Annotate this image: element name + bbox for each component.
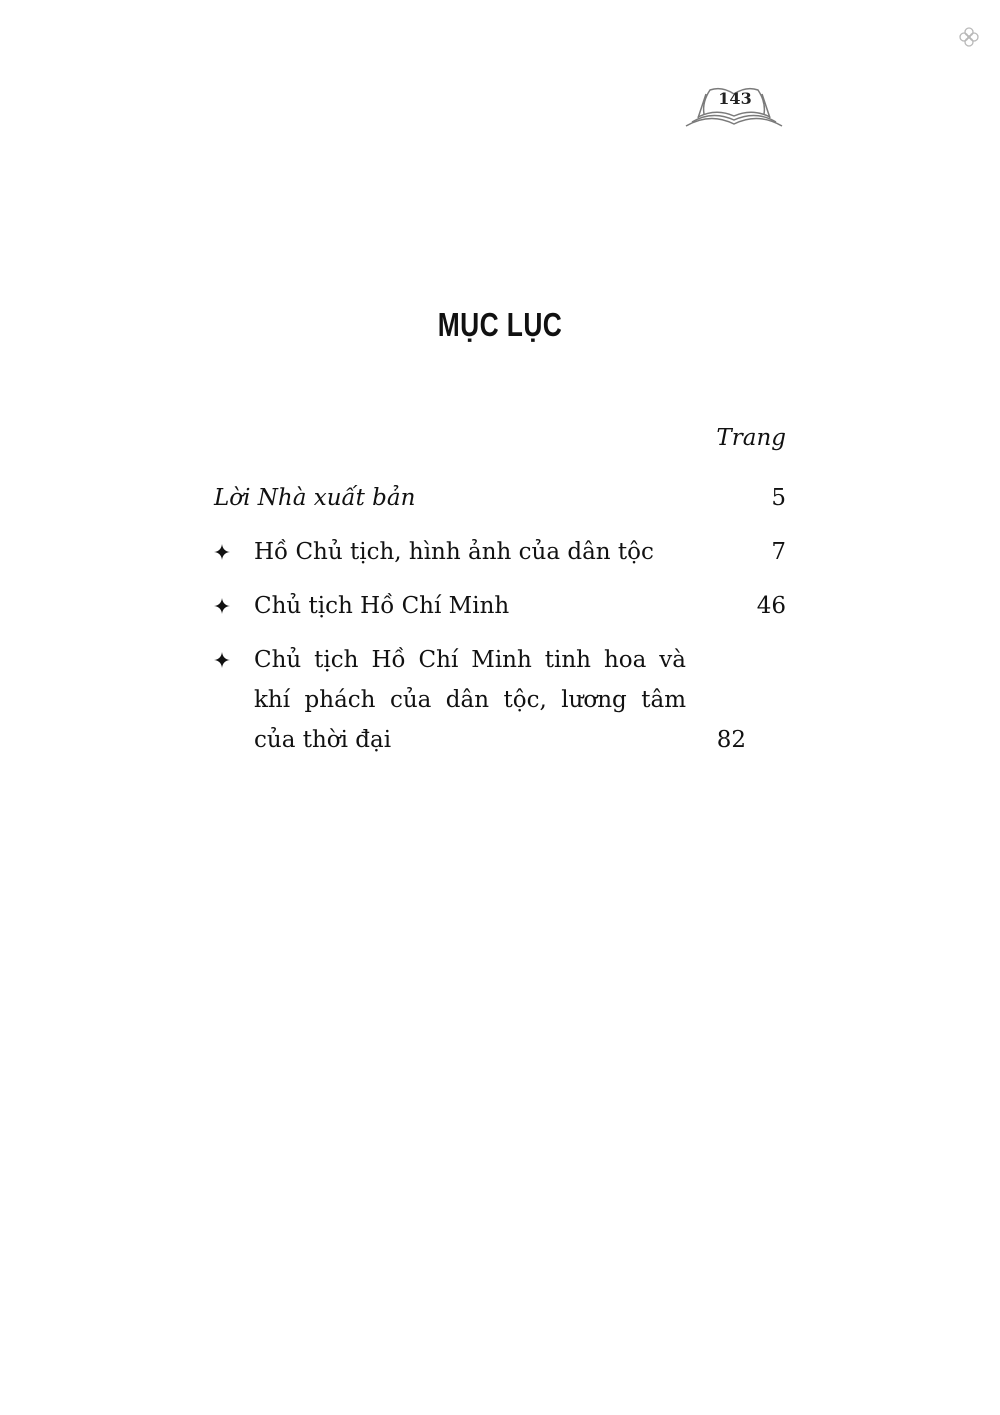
toc-entry-title: Lời Nhà xuất bản bbox=[214, 485, 416, 511]
four-point-star-icon bbox=[214, 598, 230, 614]
four-point-star-icon bbox=[214, 652, 230, 668]
toc-entry-preface[interactable] bbox=[214, 478, 786, 532]
toc-entry-page: 7 bbox=[771, 539, 786, 565]
toc-entry[interactable] bbox=[214, 586, 786, 640]
toc-entry[interactable] bbox=[214, 532, 786, 586]
toc-entry-title: Chủ tịch Hồ Chí Minh tinh hoa và khí phách của dân tộc, lương tâm của thời đại bbox=[254, 647, 686, 753]
page-number: 143 bbox=[718, 89, 752, 108]
toc-entry-page: 5 bbox=[771, 485, 786, 511]
toc-entry-title: Chủ tịch Hồ Chí Minh bbox=[254, 593, 510, 619]
toc-entry-title: Hồ Chủ tịch, hình ảnh của dân tộc bbox=[254, 539, 654, 565]
flower-icon bbox=[958, 26, 980, 48]
page-title: MỤC LỤC bbox=[437, 306, 563, 343]
toc-entry-page: 46 bbox=[756, 593, 786, 619]
four-point-star-icon bbox=[214, 544, 230, 560]
page-column-label: Trang bbox=[716, 425, 786, 451]
toc-entry-page: 82 bbox=[716, 727, 746, 753]
table-of-contents bbox=[214, 478, 786, 774]
toc-entry[interactable] bbox=[214, 640, 786, 774]
